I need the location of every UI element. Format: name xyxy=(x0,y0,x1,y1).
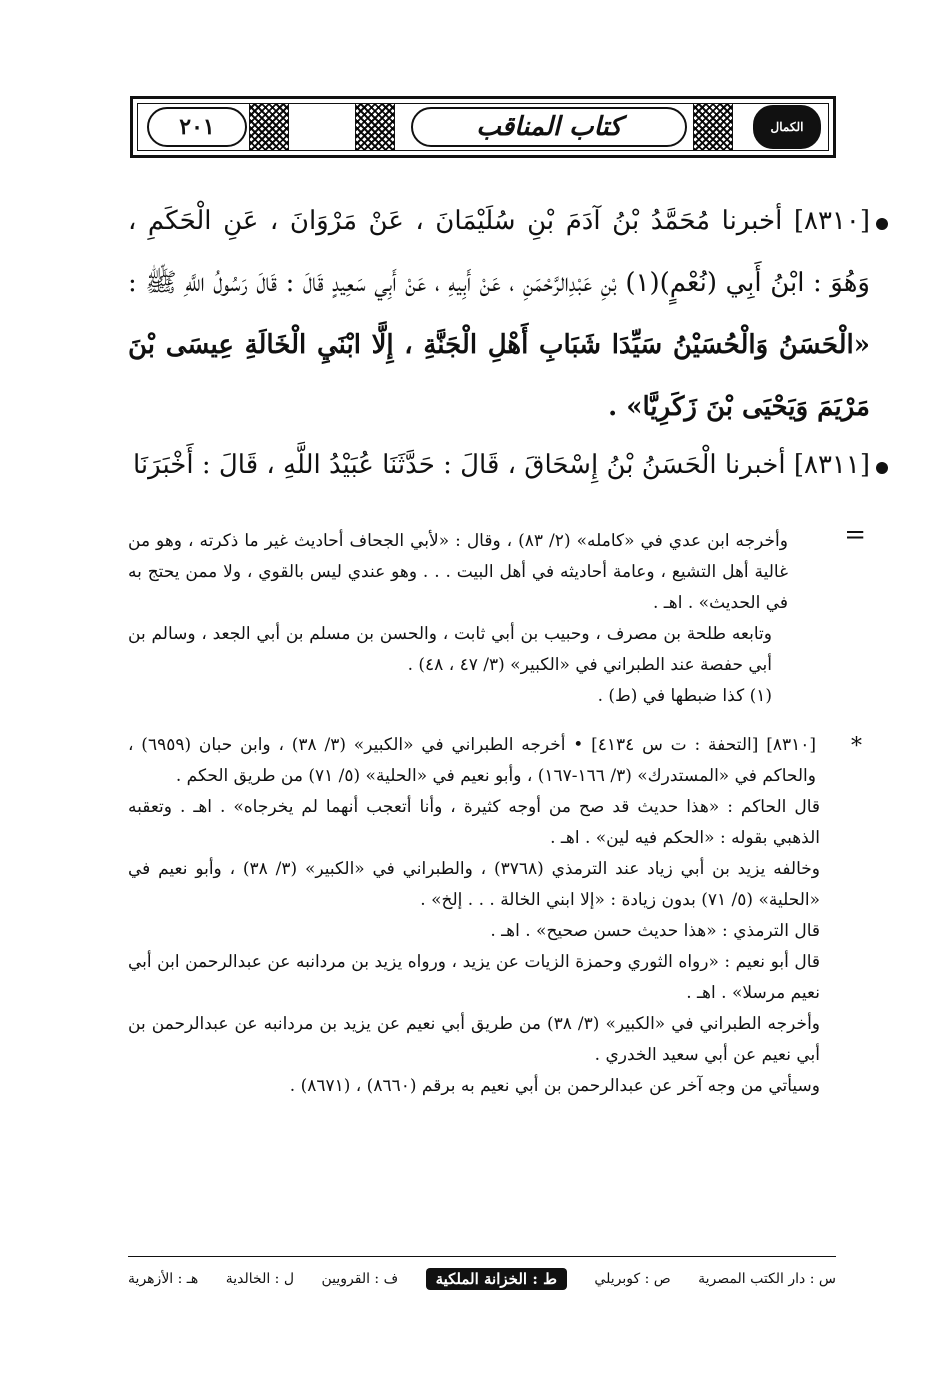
star-icon: * xyxy=(851,734,862,759)
ornament-mid-right xyxy=(693,103,733,151)
note-paragraph: قال أبو نعيم : «رواه الثوري وحمزة الزيات عن يزيد ، ورواه يزيد بن مردانبه عن عبدالرحمن ابن أبي نعيم مرسلا» . اهـ . xyxy=(128,952,820,1003)
publisher-logo: الكمال xyxy=(753,105,821,149)
siglum-fa: ف : القرويين xyxy=(321,1271,399,1287)
note-paragraph: وسيأتي من وجه آخر عن عبدالرحمن بن أبي نعيم به برقم (٨٦٦٠) ، (٨٦٧١) . xyxy=(289,1076,820,1096)
hadith-8311: [٨٣١١] أخبرنا الْحَسَنُ بْنُ إِسْحَاقَ ، قَالَ : حَدَّثَنَا عُبَيْدُ اللَّهِ ، قَالَ : أَخْبَرَنَا xyxy=(132,450,870,480)
siglum-ta: ط : الخزانة الملكية xyxy=(426,1268,567,1290)
note-paragraph: [٨٣١٠] [التحفة : ت س ٤١٣٤] • أخرجه الطبراني في «الكبير» (٣/ ٣٨) ، وابن حبان (٦٩٥٩) ، والحاكم في «المستدرك» (٣/ ١٦٦-١٦٧) ، وأبو نعيم في «الحلية» (٥/ ٧١) من طريق الحكم . xyxy=(128,735,816,786)
hadith-8310 xyxy=(128,190,870,438)
note-paragraph: قال الحاكم : «هذا حديث قد صح من أوجه كثيرة ، وأنا أتعجب أنهما لم يخرجاه» . اهـ . وتعقبه الذهبي بقوله : «الحكم فيه لين» . اهـ . xyxy=(128,797,820,848)
bullet-icon xyxy=(876,462,888,474)
hadith-8310-isnad: [٨٣١٠] أخبرنا مُحَمَّدُ بْنُ آدَمَ بْنِ سُلَيْمَانَ ، عَنْ مَرْوَانَ ، عَنِ الْحَكَمِ ، وَهُوَ : ابْنُ أَبِي (نُعْمٍ)(١) بْنِ عَبْدِالرَّحْمَنِ ، عَنْ أَبِيهِ ، عَنْ أَبِي سَعِيدٍ قَالَ : قَالَ رَسُولُ اللَّهِ ﷺ : xyxy=(128,206,870,298)
page-number: ٢٠١ xyxy=(147,107,247,147)
siglum-ha: هـ : الأزهرية xyxy=(128,1271,199,1287)
footnote-continued xyxy=(128,526,836,712)
note-paragraph: وأخرجه الطبراني في «الكبير» (٣/ ٣٨) من طريق أبي نعيم عن يزيد بن مردانبه عن عبدالرحمن بن أبي نعيم عن أبي سعيد الخدري . xyxy=(128,1014,821,1065)
footer-divider xyxy=(128,1256,836,1257)
siglum-lam: ل : الخالدية xyxy=(225,1271,295,1287)
takhrij-notes xyxy=(128,730,836,1102)
page-header xyxy=(130,96,836,158)
note-paragraph: (١) كذا ضبطها في (ط) . xyxy=(597,686,772,706)
siglum-sad: ص : كوبريلي xyxy=(594,1271,671,1287)
note-paragraph: وخالفه يزيد بن أبي زياد عند الترمذي (٣٧٦٨) ، والطبراني في «الكبير» (٣/ ٣٨) ، وأبو نعيم في «الحلية» (٥/ ٧١) بدون زيادة : «إلا ابني الخالة . . . إلخ» . xyxy=(128,859,821,910)
note-paragraph: قال الترمذي : «هذا حديث حسن صحيح» . اهـ . xyxy=(490,921,820,941)
ornament-left xyxy=(249,103,289,151)
manuscript-sigla xyxy=(128,1264,836,1294)
siglum-s: س : دار الكتب المصرية xyxy=(698,1271,836,1287)
continuation-mark: = xyxy=(844,520,866,550)
bullet-icon xyxy=(876,218,888,230)
note-paragraph: وتابعه طلحة بن مصرف ، وحبيب بن أبي ثابت ، والحسن بن مسلم بن أبي الجعد ، وسالم بن أبي حفصة عند الطبراني في «الكبير» (٣/ ٤٧ ، ٤٨) . xyxy=(128,624,772,675)
book-title: كتاب المناقب xyxy=(411,107,687,147)
hadith-8310-matn: «الْحَسَنُ وَالْحُسَيْنُ سَيِّدَا شَبَابِ أَهْلِ الْجَنَّةِ ، إِلَّا ابْنَيِ الْخَالَةِ عِيسَى بْنَ مَرْيَمَ وَيَحْيَى بْنَ زَكَرِيَّا» . xyxy=(128,330,870,422)
note-paragraph: وأخرجه ابن عدي في «كامله» (٢/ ٨٣) ، وقال : «لأبي الجحاف أحاديث غير ما ذكرته ، وهو من غالية أهل التشيع ، وعامة أحاديثه في أهل البيت . . . وهو عندي ليس بالقوي ، ولا ممن يحتج به في الحديث» . اهـ . xyxy=(128,531,788,613)
ornament-mid-left xyxy=(355,103,395,151)
